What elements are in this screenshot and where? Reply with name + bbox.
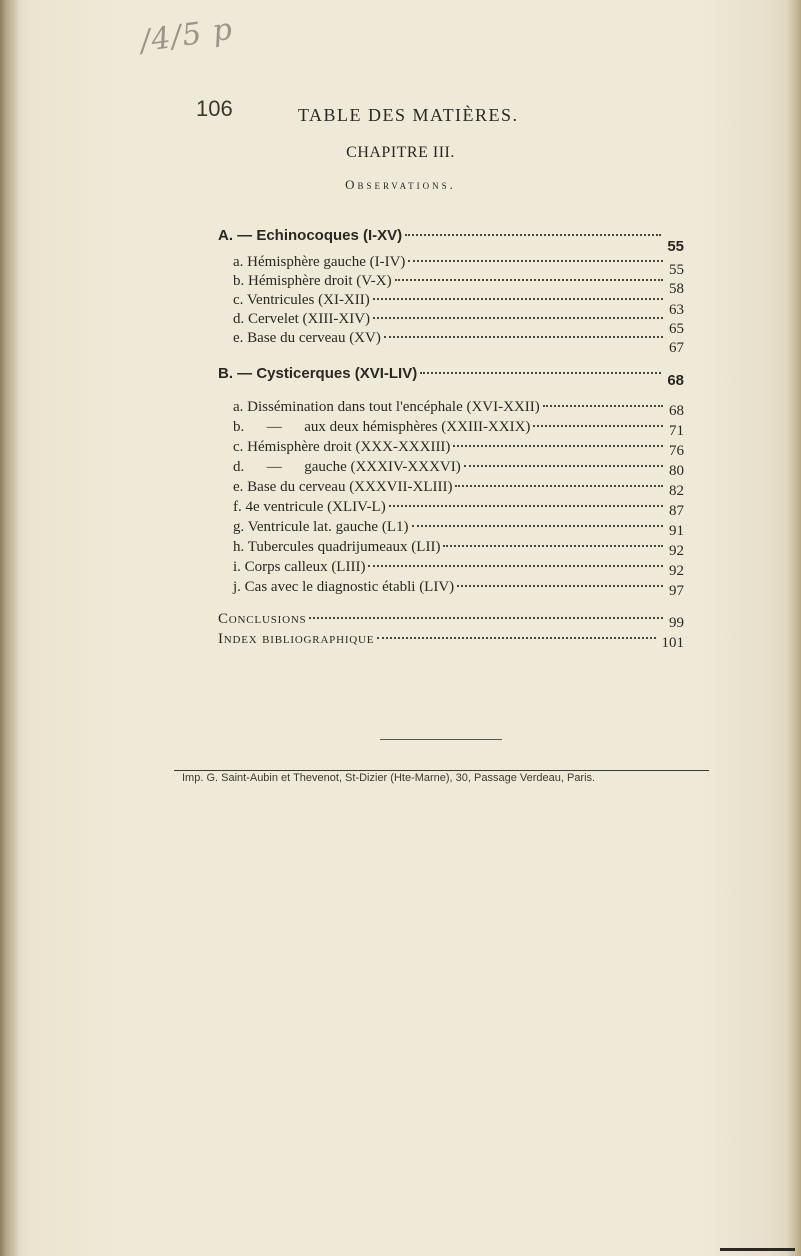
toc-entry-b-f xyxy=(233,497,684,517)
toc-section-a xyxy=(218,226,684,255)
scan-edge-mark xyxy=(720,1248,795,1251)
toc-entry-page: 65 xyxy=(669,321,684,337)
toc-entry-label: e. Base du cerveau (XV) xyxy=(233,330,381,346)
toc-entry-label: d. Cervelet (XIII-XIV) xyxy=(233,311,371,327)
toc-entry-b-c xyxy=(233,437,684,457)
toc-entry-a-c xyxy=(233,290,684,318)
leader-dots xyxy=(373,317,663,319)
toc-entry-page: 82 xyxy=(669,483,684,499)
toc-entry-page: 76 xyxy=(669,443,684,459)
leader-dots xyxy=(377,637,655,639)
toc-entry-page: 87 xyxy=(669,503,684,519)
leader-dots xyxy=(389,505,663,507)
toc-entry-b-a xyxy=(233,397,684,417)
toc-entry-page: 80 xyxy=(669,463,684,479)
toc-entry-label: j. Cas avec le diagnostic établi (LIV) xyxy=(233,579,455,595)
toc-entry-page: 68 xyxy=(669,403,684,419)
chapter-subtitle: Observations. xyxy=(345,177,456,192)
toc-entry-label: b. — aux deux hémisphères (XXIII-XXIX) xyxy=(233,419,531,435)
toc-entry-label: B. — Cysticerques (XVI-LIV) xyxy=(218,365,418,382)
toc-entry-label: c. Hémisphère droit (XXX-XXXIII) xyxy=(233,439,451,455)
toc-entry-b-e xyxy=(233,477,684,497)
leader-dots xyxy=(543,405,663,407)
toc-entry-a-e xyxy=(233,328,684,356)
toc-entry-b-h xyxy=(233,537,684,557)
toc-entry-b-i xyxy=(233,557,684,577)
printer-imprint: Imp. G. Saint-Aubin et Thevenot, St-Dizier (Hte-Marne), 30, Passage Verdeau, Paris. xyxy=(182,772,596,784)
running-head: TABLE DES MATIÈRES. xyxy=(298,105,519,125)
leader-dots xyxy=(420,372,661,374)
toc-entry-label: e. Base du cerveau (XXXVII-XLIII) xyxy=(233,479,453,495)
toc-entry-label: g. Ventricule lat. gauche (L1) xyxy=(233,519,409,535)
leader-dots xyxy=(368,565,663,567)
toc-conclusions xyxy=(218,609,684,629)
toc-entry-page: 99 xyxy=(669,615,684,631)
toc-entry-label: a. Hémisphère gauche (I-IV) xyxy=(233,254,406,270)
toc-entry-page: 67 xyxy=(669,340,684,356)
toc-entry-label: A. — Echinocoques (I-XV) xyxy=(218,227,403,244)
toc-entry-label: h. Tubercules quadrijumeaux (LII) xyxy=(233,539,441,555)
leader-dots xyxy=(443,545,663,547)
imprint-rule xyxy=(174,770,709,771)
toc-section-b xyxy=(218,364,684,389)
leader-dots xyxy=(408,260,663,262)
toc-entry-page: 55 xyxy=(667,238,684,255)
toc-entry-b-g xyxy=(233,517,684,537)
leader-dots xyxy=(384,336,663,338)
toc-entry-page: 97 xyxy=(669,583,684,599)
toc-entry-label: b. Hémisphère droit (V-X) xyxy=(233,273,392,289)
toc-entry-page: 92 xyxy=(669,543,684,559)
toc-entry-page: 92 xyxy=(669,563,684,579)
toc-entry-b-b xyxy=(233,417,684,437)
toc-entry-page: 63 xyxy=(669,302,684,318)
toc-entry-page: 71 xyxy=(669,423,684,439)
leader-dots xyxy=(373,298,663,300)
toc-entry-a-d xyxy=(233,309,684,337)
leader-dots xyxy=(405,234,661,236)
toc-entry-a-a xyxy=(233,252,684,278)
toc-entry-b-j xyxy=(233,577,684,597)
toc-entry-page: 68 xyxy=(667,372,684,389)
leader-dots xyxy=(455,485,663,487)
page-number: 106 xyxy=(196,96,233,121)
toc-entry-label: i. Corps calleux (LIII) xyxy=(233,559,366,575)
toc-entry-label: d. — gauche (XXXIV-XXXVI) xyxy=(233,459,461,475)
leader-dots xyxy=(464,465,663,467)
toc-entry-page: 55 xyxy=(669,262,684,278)
toc-entry-label: Index bibliographique xyxy=(218,631,375,647)
toc-entry-label: a. Dissémination dans tout l'encéphale (XVI-XXII) xyxy=(233,399,540,415)
toc-entry-page: 101 xyxy=(661,635,684,651)
toc-index-bibliographique xyxy=(218,629,684,649)
leader-dots xyxy=(533,425,663,427)
toc-entry-a-b xyxy=(233,271,684,297)
handwritten-pencil-note: /4/5 p xyxy=(138,11,236,60)
leader-dots xyxy=(309,617,663,619)
leader-dots xyxy=(453,445,663,447)
toc-entry-label: c. Ventricules (XI-XII) xyxy=(233,292,370,308)
toc-entry-page: 91 xyxy=(669,523,684,539)
leader-dots xyxy=(412,525,664,527)
toc-entry-label: f. 4e ventricule (XLIV-L) xyxy=(233,499,386,515)
toc-entry-label: Conclusions xyxy=(218,611,307,627)
chapter-title: CHAPITRE III. xyxy=(346,144,455,161)
toc-entry-b-d xyxy=(233,457,684,477)
closing-rule xyxy=(380,739,502,740)
leader-dots xyxy=(457,585,663,587)
leader-dots xyxy=(395,279,663,281)
toc-entry-page: 58 xyxy=(669,281,684,297)
